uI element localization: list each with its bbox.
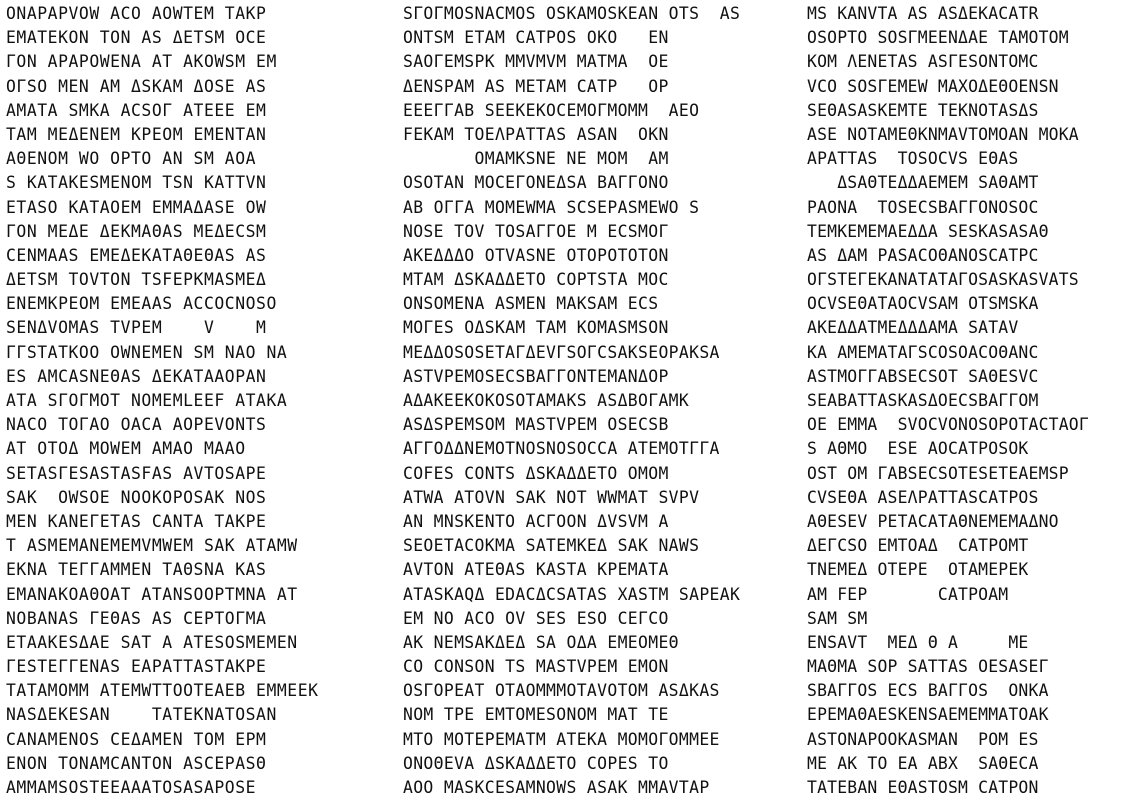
text-line: ASTONAPOOKASMAN POM ES — [807, 729, 1039, 749]
text-line: ETASO KATAOEM EMMAΔASE OW — [6, 197, 267, 217]
text-line: MEΔΔOSOSETAΓΔEVΓSOΓCSAKSEOPAKSA — [403, 342, 720, 362]
text-line: EPEMAΘAESKENSAEMEMMATOAK — [807, 705, 1049, 725]
text-line: SBAΓΓOS ECS BAΓΓOS ONKA — [807, 681, 1049, 701]
text-line: ΓON MEΔE ΔEKMAΘAS MEΔECSM — [6, 221, 267, 241]
text-line: S AΘMO ESE AOCATPOSOK — [807, 439, 1029, 459]
text-line: AMATA SMKA ACSOΓ ATEEE EM — [6, 100, 267, 120]
text-line: ΓON APAPOWENA AT AKOWSM EM — [6, 52, 277, 72]
text-line: ATASKAQΔ EDACΔCSATAS XASTM SAPEAK — [403, 584, 741, 604]
text-line: MTAM ΔSKAΔΔETO COPTSTA MOC — [403, 270, 669, 290]
text-line: OE EMMA SVOCVONOSOPOTACTAOΓ — [807, 415, 1089, 435]
text-line: AS ΔAM PASACOΘANOSCATPC — [807, 245, 1039, 265]
text-line: ONOΘEVA ΔSKAΔΔETO COPES TO — [403, 753, 669, 773]
text-line: NOBANAS ΓEΘAS AS CEPTOΓMA — [6, 608, 267, 628]
text-line: OSOPTO SOSΓMEENΔAE TAMOTOM — [807, 28, 1069, 48]
text-line: AΔAKEEKOKOSOTAMAKS ASΔBOΓAMK — [403, 391, 690, 410]
text-line: ENON TONAMCANTON ASCEPASΘ — [6, 753, 267, 773]
text-line: ME AK TO EA ABX SAΘECA — [807, 753, 1039, 773]
text-line: ES AMCASNEΘAS ΔEKATAΑOPAN — [6, 366, 267, 386]
text-line: T ASMEMANEMEMVMWEM SAK ATAMW — [6, 536, 298, 556]
text-line: KA AMEMATAΓSCOSOACOΘANC — [807, 342, 1039, 362]
text-line: NASΔEKESAN TATEKNATOSAN — [6, 705, 277, 725]
text-line: AM FEP CATPOAM — [807, 584, 1009, 604]
text-column-middle — [403, 2, 773, 797]
text-line: MS KANVTA AS ASΔEKACATR — [807, 4, 1039, 23]
text-line: SAK OWSOE NOOKOPOSAK NOS — [6, 487, 267, 507]
text-line: SAM SM — [807, 608, 1049, 628]
text-column-right — [807, 2, 1127, 797]
text-line: SENΔVOMAS TVPEM V M — [6, 318, 267, 338]
text-line: NOM TPE EMTOMESONOM MAT TE — [403, 705, 669, 725]
text-line: TNEMEΔ OTEPE OTAMEPEK — [807, 560, 1029, 580]
text-line: PAONA TOSECSBAΓΓONOSOC — [807, 197, 1039, 217]
text-line: MOΓES OΔSKAM TAM KOMASMSON — [403, 318, 669, 338]
text-line: COFES CONTS ΔSKAΔΔETO OMOM — [403, 463, 669, 483]
text-line: EKNA TEΓΓAMMEN TAΘSNA KAS — [6, 560, 267, 580]
text-line: ENSAVT MEΔ Θ A ME — [807, 632, 1029, 652]
text-line: ASTMOΓΓABSECSOT SAΘESVC — [807, 366, 1039, 386]
text-line: TATAMOMM ATEMWTTOOTEAEB EMMEEK — [6, 681, 319, 701]
text-line: OΓSTEΓEKANATATAΓOSASKASVATS — [807, 270, 1079, 290]
text-line: VCO SOSΓEMEW MAXOΔEΘOENSN — [807, 76, 1059, 96]
text-line: OMAMKSNE NE MOM AM — [403, 149, 669, 169]
text-line: ASE NOTAMEΘKNMAVTOMOAN MOKA — [807, 124, 1079, 144]
text-line: APATTAS TOSOCVS EΘAS — [807, 149, 1019, 169]
text-line: MEN KANEΓETAS CANTA TAKPE — [6, 511, 267, 531]
text-line: MAΘMA SOP SATTAS OESASEΓ — [807, 657, 1049, 677]
text-line: AKEΔΔATMEΔΔΔAMA SATAV — [807, 318, 1019, 338]
text-line: OST OM ΓABSECSOTESETEAEMSP — [807, 463, 1069, 483]
text-line: AKEΔΔΔO OTVASNE OTOPOTOTON — [403, 245, 669, 265]
text-line: EMATEKON TON AS ΔETSM OCE — [6, 28, 267, 48]
text-line: EM NO ACO OV SES ESO CEΓCO — [403, 608, 669, 628]
text-line: AK NEMSAKΔEΔ SA OΔA EMEOMEΘ — [403, 632, 679, 652]
text-line: MTO MOTEPEMATM ATEKA MOMOΓOMMEE — [403, 729, 720, 749]
text-line: OSΓOPEAT OTAOMMMOTAVOTOM ASΔKAS — [403, 681, 720, 701]
text-line: ONAPAPVOW ACO AOWTEM TAKP — [6, 4, 267, 23]
text-line: ATWA ATOVN SAK NOT WWMAT SVPV — [403, 487, 700, 507]
text-line: ΔEΓCSO EMTOAΔ CATPOMT — [807, 536, 1029, 556]
text-line: AT OTOΔ MOWEM AMAO MAAO — [6, 439, 246, 459]
text-line: AΘENOM WO OPTO AN SM AOA — [6, 149, 257, 169]
text-line: ΓΓSTATKOO OWNEMEN SM NAO NA — [6, 342, 288, 362]
text-line: FEKAM TOEΛPATTAS ASAN OKN — [403, 124, 669, 144]
text-line: NOSE TOV TOSAΓΓOE M ECSMOΓ — [403, 221, 669, 241]
text-line: ASΔSPEMSOM MASTVPEM OSECSB — [403, 415, 669, 435]
text-line: KOM ΛENETAS ASΓESONTOMC — [807, 52, 1039, 72]
text-line: AN MNSKENTO ACΓOON ΔVSVM A — [403, 511, 669, 531]
text-line: ΔETSM TOVTON TSFEPKMASMEΔ — [6, 270, 267, 290]
text-line: ASTVPEMOSECSBAΓΓONTEMANΔOP — [403, 366, 669, 386]
text-line: EEEΓΓAB SEEKEKOCEMOΓMOMM AEO — [403, 100, 700, 120]
text-line: ONTSM ETAM CATPOS OKO EN — [403, 28, 669, 48]
text-line: SEABATTASKASΔOECSBAΓΓOM — [807, 391, 1039, 410]
text-line: SEOETACOKMA SATEMKEΔ SAK NAWS — [403, 536, 700, 556]
text-line: ΔENSPAM AS METAM CATP OP — [403, 76, 669, 96]
text-line: ATA SΓOΓMOT NOMEMLEEF ATAKA — [6, 391, 288, 410]
text-line: ΔSAΘTEΔΔAEMEM SAΘAMT — [807, 173, 1039, 193]
text-line: AΓΓOΔΔNEMOTNOSNOSOCCA ATEMOTΓΓA — [403, 439, 720, 459]
text-line: OCVSEΘATAOCVSAM OTSMSKA — [807, 294, 1039, 314]
text-column-left — [6, 2, 366, 797]
text-line: SAOΓEMSPK MMVMVM MATMA OE — [403, 52, 669, 72]
text-line: AB OΓΓA MOMEWMA SCSEPASMEWO S — [403, 197, 700, 217]
text-line: NACO TOΓAO OACA AOPEVONTS — [6, 415, 267, 435]
text-line: ΓESTEΓΓENAS EAPATTASTAKPE — [6, 657, 267, 677]
text-line: TEMKEMEMAEΔΔA SESKASASAΘ — [807, 221, 1049, 241]
text-line: AΘESEV PETACATAΘNEMEMAΔNO — [807, 511, 1059, 531]
text-line: SETASΓESASTASFAS AVTOSAPE — [6, 463, 267, 483]
text-line: TATEBAN EΘASTOSM CATPON — [807, 778, 1039, 797]
text-line: S KATAKESMENOM TSN KATTVN — [6, 173, 267, 193]
text-line: AOO MASKCESAMNOWS ASAK MMAVTAP — [403, 778, 710, 797]
text-line: EMANAKOAΘOAT ATANSOOPTMNA AT — [6, 584, 298, 604]
text-line: CANAMENOS CEΔAMEN TOM EPM — [6, 729, 267, 749]
text-line: SΓOΓMOSNACMOS OSKAMOSKEAN OTS AS — [403, 4, 741, 23]
text-line: SEΘASASKEMTE TEKNOTASΔS — [807, 100, 1039, 120]
text-line: CVSEΘA ASEΛPATTASCATPOS — [807, 487, 1039, 507]
text-line: CO CONSON TS MASTVPEM EMON — [403, 657, 669, 677]
text-line: AVTON ATEΘAS KASTA KPEMATA — [403, 560, 669, 580]
text-line: ETAAKESΔAE SAT A ATESOSMEMEN — [6, 632, 298, 652]
text-line: CENMAAS EMEΔEKATAΘEΘAS AS — [6, 245, 267, 265]
text-line: ONSOMENA ASMEN MAKSAM ECS — [403, 294, 659, 314]
text-line: TAM MEΔENEM KPEOM EMENTAN — [6, 124, 267, 144]
text-line: OΓSO MEN AM ΔSKAM ΔOSE AS — [6, 76, 267, 96]
text-line: AMMAMSOSTEEAAATOSASAPOSE — [6, 778, 257, 797]
text-line: OSOTAN MOCEΓONEΔSA BAΓΓONO — [403, 173, 669, 193]
text-line: ENEMKPEOM EMEAAS ACCOCNOSO — [6, 294, 277, 314]
